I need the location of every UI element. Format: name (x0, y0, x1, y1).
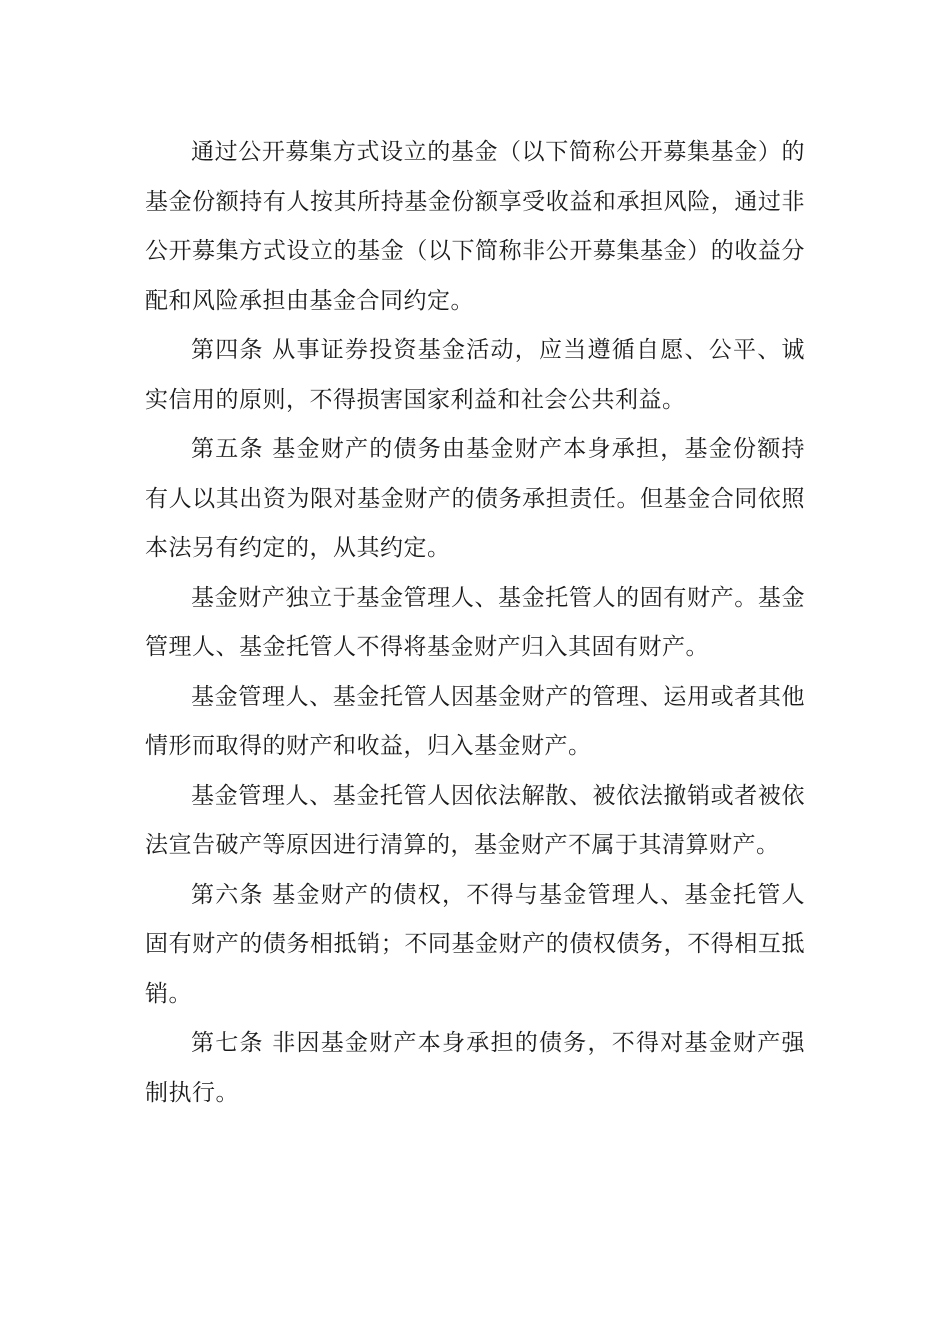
paragraph-liquidation: 基金管理人、基金托管人因依法解散、被依法撤销或者被依法宣告破产等原因进行清算的，基金财产不属于其清算财产。 (145, 782, 805, 858)
paragraph-article-7: 第七条 非因基金财产本身承担的债务，不得对基金财产强制执行。 (145, 1030, 805, 1106)
paragraph-fund-property-independence: 基金财产独立于基金管理人、基金托管人的固有财产。基金管理人、基金托管人不得将基金财产归入其固有财产。 (145, 584, 805, 660)
paragraph-fund-property-income: 基金管理人、基金托管人因基金财产的管理、运用或者其他情形而取得的财产和收益，归入基金财产。 (145, 683, 805, 759)
paragraph-article-6: 第六条 基金财产的债权，不得与基金管理人、基金托管人固有财产的债务相抵销；不同基金财产的债权债务，不得相互抵销。 (145, 881, 805, 1007)
document-body (145, 128, 805, 1118)
paragraph-article-5: 第五条 基金财产的债务由基金财产本身承担，基金份额持有人以其出资为限对基金财产的债务承担责任。但基金合同依照本法另有约定的，从其约定。 (145, 436, 805, 561)
paragraph-article-4: 第四条 从事证券投资基金活动，应当遵循自愿、公平、诚实信用的原则，不得损害国家利益和社会公共利益。 (145, 337, 805, 413)
paragraph-public-fund: 通过公开募集方式设立的基金（以下简称公开募集基金）的基金份额持有人按其所持基金份额享受收益和承担风险，通过非公开募集方式设立的基金（以下简称非公开募集基金）的收益分配和风险承担由基金合同约定。 (145, 139, 805, 314)
